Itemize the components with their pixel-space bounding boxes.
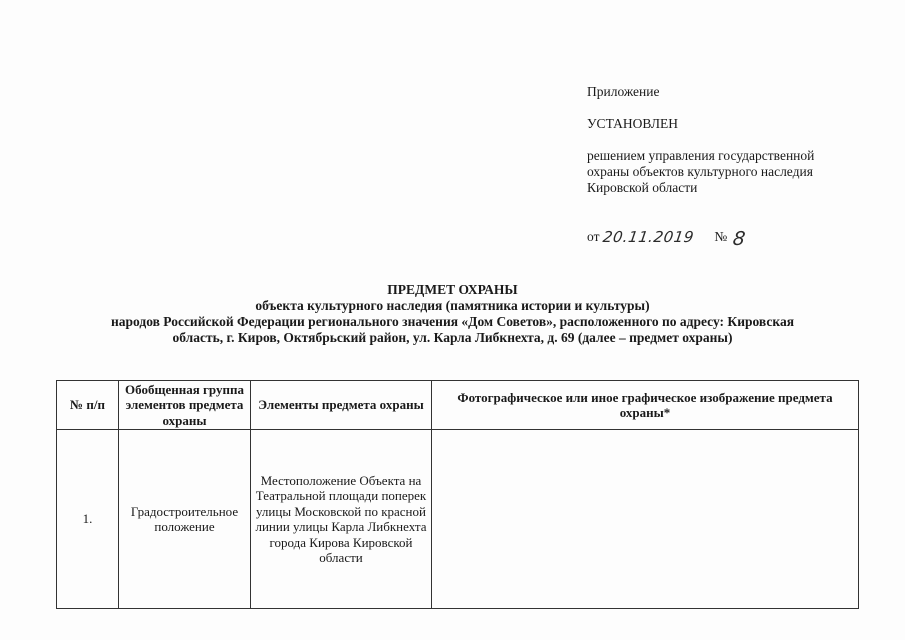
header-number: № п/п: [57, 381, 119, 430]
header-elements: Элементы предмета охраны: [251, 381, 432, 430]
header-image: Фотографическое или иное графическое изображение предмета охраны*: [432, 381, 859, 430]
handwritten-number: 8: [731, 228, 748, 250]
cell-elements: Местоположение Объекта на Театральной площади поперек улицы Московской по красной линии улицы Карла Либкнехта города Кирова Кировской области: [251, 430, 432, 609]
cell-number: 1.: [57, 430, 119, 609]
document-subtitle-3: область, г. Киров, Октябрьский район, ул. Карла Либкнехта, д. 69 (далее – предмет охраны): [172, 330, 733, 345]
document-title: ПРЕДМЕТ ОХРАНЫ: [387, 282, 518, 297]
document-subtitle-1: объекта культурного наследия (памятника истории и культуры): [255, 298, 650, 313]
cell-image: [432, 430, 859, 609]
table-row: [57, 430, 859, 609]
appendix-label: Приложение: [587, 84, 660, 99]
header-group: Обобщенная группа элементов предмета охраны: [119, 381, 251, 430]
number-sign: №: [714, 229, 728, 244]
handwritten-date: 20.11.2019: [602, 228, 696, 246]
document-subtitle-2: народов Российской Федерации регионального значения «Дом Советов», расположенного по адресу: Кировская: [110, 314, 794, 329]
date-prefix: от: [587, 229, 600, 244]
decision-date-line: [587, 228, 748, 250]
approved-label: УСТАНОВЛЕН: [587, 116, 679, 131]
protection-table: [56, 380, 859, 609]
cell-group: Градостроительное положение: [119, 430, 251, 609]
table-header-row: [57, 381, 859, 430]
decision-text: решением управления государственной охраны объектов культурного наследия Кировской области: [587, 148, 815, 195]
